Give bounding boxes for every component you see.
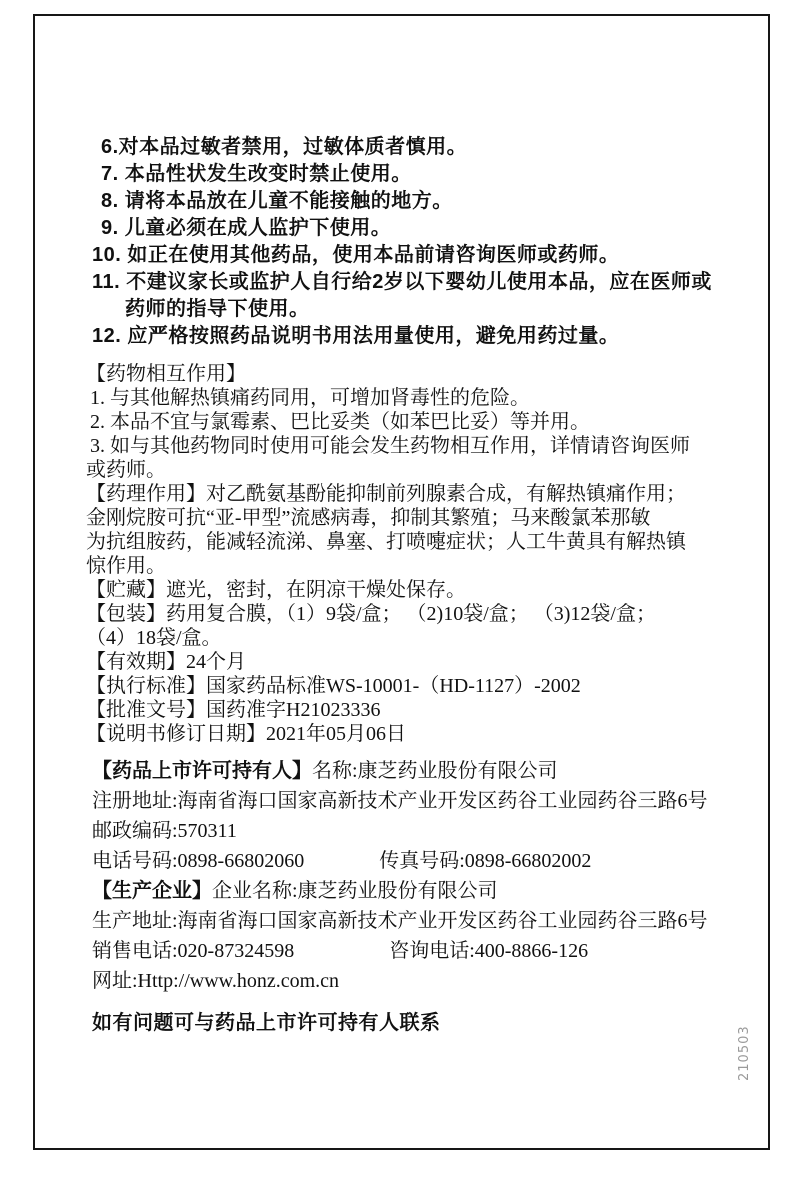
- holder-reg-address: 注册地址:海南省海口国家高新技术产业开发区药谷工业园药谷三路6号: [92, 790, 708, 812]
- standard-line: 【执行标准】国家药品标准WS-10001-（HD-1127）-2002: [86, 675, 581, 697]
- footer-note: 如有问题可与药品上市许可持有人联系: [92, 1012, 441, 1034]
- storage-line: 【贮藏】遮光，密封，在阴凉干燥处保存。: [86, 579, 466, 601]
- validity-line: 【有效期】24个月: [86, 651, 246, 673]
- pharmacology-line-3: 为抗组胺药，能减轻流涕、鼻塞、打喷嚏症状；人工牛黄具有解热镇: [86, 531, 686, 553]
- precaution-item-7: 7. 本品性状发生改变时禁止使用。: [101, 163, 412, 185]
- precautions-list: [92, 134, 730, 350]
- packaging-line-2: （4）18袋/盒。: [86, 627, 222, 649]
- manufacturer-phone-line: [92, 936, 730, 966]
- interactions-item-1: 1. 与其他解热镇痛药同用，可增加肾毒性的危险。: [90, 387, 530, 409]
- manufacturer-label: 【生产企业】: [92, 880, 212, 902]
- holder-postcode: 邮政编码:570311: [92, 820, 237, 842]
- manufacturer-website: 网址:Http://www.honz.com.cn: [92, 970, 340, 992]
- precaution-item-12: 12. 应严格按照药品说明书用法用量使用，避免用药过量。: [92, 325, 620, 347]
- holder-name-line: [92, 756, 730, 786]
- manufacturer-service-tel: 咨询电话:400-8866-126: [389, 940, 589, 962]
- precaution-item-8: 8. 请将本品放在儿童不能接触的地方。: [101, 190, 453, 212]
- holder-phone-line: [92, 846, 730, 876]
- precaution-item-10: 10. 如正在使用其他药品，使用本品前请咨询医师或药师。: [92, 244, 620, 266]
- batch-code: 210503: [737, 1025, 752, 1081]
- precaution-item-11: 11. 不建议家长或监护人自行给2岁以下婴幼儿使用本品，应在医师或: [92, 271, 712, 293]
- holder-label: 【药品上市许可持有人】: [92, 760, 312, 782]
- revision-date-line: 【说明书修订日期】2021年05月06日: [86, 723, 406, 745]
- holder-name: 名称:康芝药业股份有限公司: [312, 760, 558, 782]
- interactions-heading: 【药物相互作用】: [86, 363, 246, 385]
- info-sections: [86, 362, 730, 746]
- manufacturer-name-line: [92, 876, 730, 906]
- holder-tel: 电话号码:0898-66802060: [92, 850, 305, 872]
- packaging-line-1: 【包装】药用复合膜，（1）9袋/盒； （2)10袋/盒； （3)12袋/盒；: [86, 603, 656, 625]
- approval-number-line: 【批准文号】国药准字H21023336: [86, 699, 381, 721]
- manufacturer-name: 企业名称:康芝药业股份有限公司: [212, 880, 498, 902]
- holder-fax: 传真号码:0898-66802002: [379, 850, 592, 872]
- precaution-item-11-wrap: 药师的指导下使用。: [125, 298, 310, 320]
- interactions-item-3-wrap: 或药师。: [86, 459, 166, 481]
- pharmacology-line-4: 惊作用。: [86, 555, 166, 577]
- precaution-item-9: 9. 儿童必须在成人监护下使用。: [101, 217, 392, 239]
- page-border: [33, 14, 770, 1150]
- pharmacology-line-1: 【药理作用】对乙酰氨基酚能抑制前列腺素合成，有解热镇痛作用；: [86, 483, 686, 505]
- manufacturer-address: 生产地址:海南省海口国家高新技术产业开发区药谷工业园药谷三路6号: [92, 910, 708, 932]
- interactions-item-2: 2. 本品不宜与氯霉素、巴比妥类（如苯巴比妥）等并用。: [90, 411, 590, 433]
- holder-manufacturer-info: [92, 756, 730, 996]
- precaution-item-6: 6.对本品过敏者禁用，过敏体质者慎用。: [101, 136, 468, 158]
- page-content: [35, 16, 768, 1035]
- manufacturer-sales-tel: 销售电话:020-87324598: [92, 940, 295, 962]
- pharmacology-line-2: 金刚烷胺可抗“亚-甲型”流感病毒，抑制其繁殖；马来酸氯苯那敏: [86, 507, 651, 529]
- interactions-item-3: 3. 如与其他药物同时使用可能会发生药物相互作用，详情请咨询医师: [90, 435, 690, 457]
